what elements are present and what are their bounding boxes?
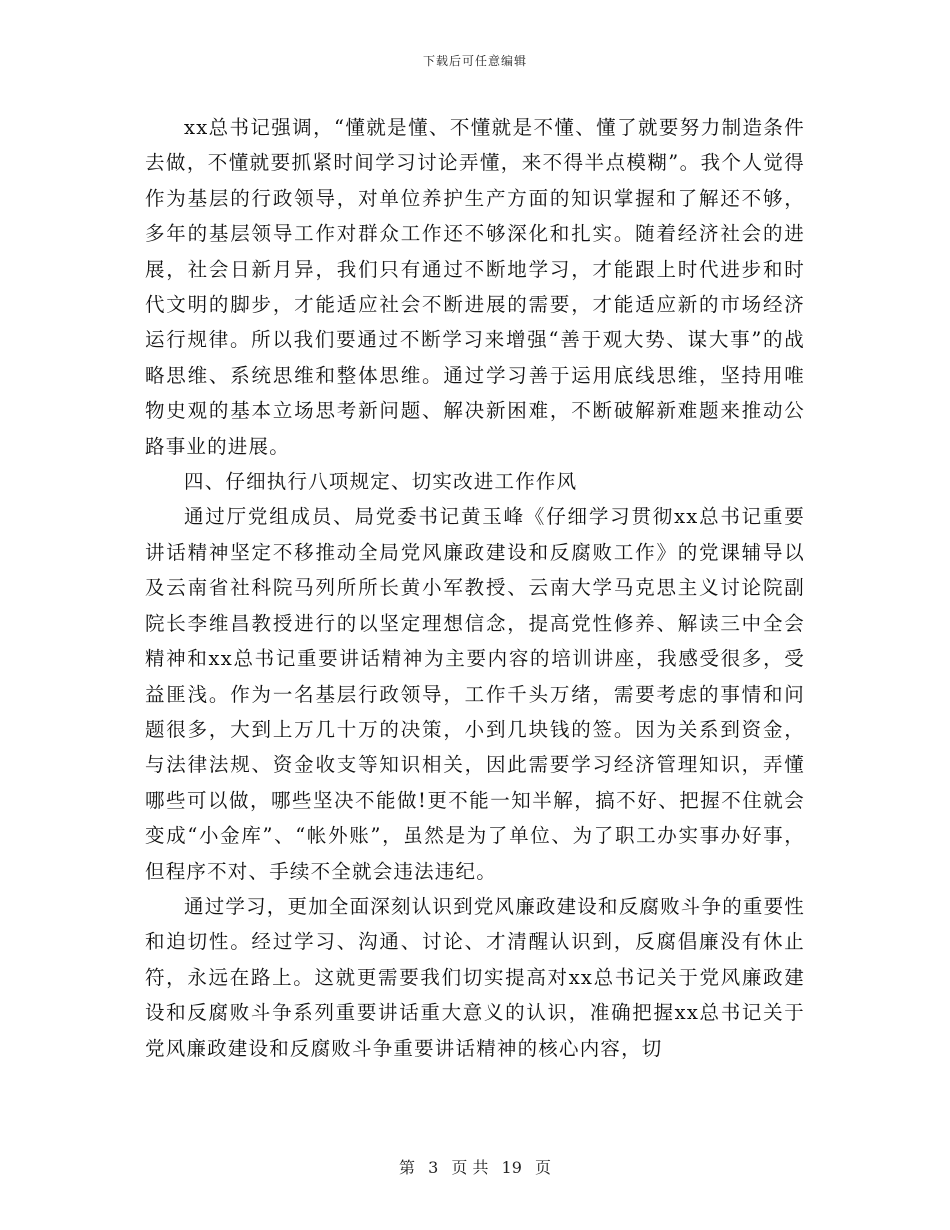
paragraph-2: 通过厅党组成员、局党委书记黄玉峰《仔细学习贯彻xx总书记重要讲话精神坚定不移推动全局党风廉政建设和反腐败工作》的党课辅导以及云南省社科院马列所所长黄小军教授、云南大学马克思主义讨论院副院长李维昌教授进行的以坚定理想信念，提高党性修养、解读三中全会精神和xx总书记重要讲话精神为主要内容的培训讲座，我感受很多，受益匪浅。作为一名基层行政领导，工作千头万绪，需要考虑的事情和问题很多，大到上万几十万的决策，小到几块钱的签。因为关系到资金，与法律法规、资金收支等知识相关，因此需要学习经济管理知识，弄懂哪些可以做，哪些坚决不能做!更不能一知半解，搞不好、把握不住就会变成“小金库”、“帐外账”，虽然是为了单位、为了职工办实事办好事，但程序不对、手续不全就会违法违纪。	[145, 505, 805, 883]
footer-prefix: 第	[398, 1158, 415, 1177]
footer-total-pages: 19	[501, 1158, 522, 1177]
footer-page-number: 3	[428, 1158, 439, 1177]
document-body	[145, 110, 805, 1066]
footer-suffix: 页	[535, 1158, 552, 1177]
paragraph-1: xx总书记强调，“懂就是懂、不懂就是不懂、懂了就要努力制造条件去做，不懂就要抓紧时间学习讨论弄懂，来不得半点模糊”。我个人觉得作为基层的行政领导，对单位养护生产方面的知识掌握和了解还不够，多年的基层领导工作对群众工作还不够深化和扎实。随着经济社会的进展，社会日新月异，我们只有通过不断地学习，才能跟上时代进步和时代文明的脚步，才能适应社会不断进展的需要，才能适应新的市场经济运行规律。所以我们要通过不断学习来增强“善于观大势、谋大事”的战略思维、系统思维和整体思维。通过学习善于运用底线思维，坚持用唯物史观的基本立场思考新问题、解决新困难，不断破解新难题来推动公路事业的进展。	[145, 116, 805, 458]
page-footer	[0, 1155, 950, 1178]
page-header: 下载后可任意编辑	[422, 54, 527, 68]
paragraph-3: 通过学习，更加全面深刻认识到党风廉政建设和反腐败斗争的重要性和迫切性。经过学习、沟通、讨论、才清醒认识到，反腐倡廉没有休止符，永远在路上。这就更需要我们切实提高对xx总书记关于党风廉政建设和反腐败斗争系列重要讲话重大意义的认识，准确把握xx总书记关于党风廉政建设和反腐败斗争重要讲话精神的核心内容，切	[145, 894, 806, 1060]
section-heading-4: 四、仔细执行八项规定、切实改进工作作风	[184, 470, 578, 494]
footer-middle: 页 共	[451, 1158, 489, 1177]
